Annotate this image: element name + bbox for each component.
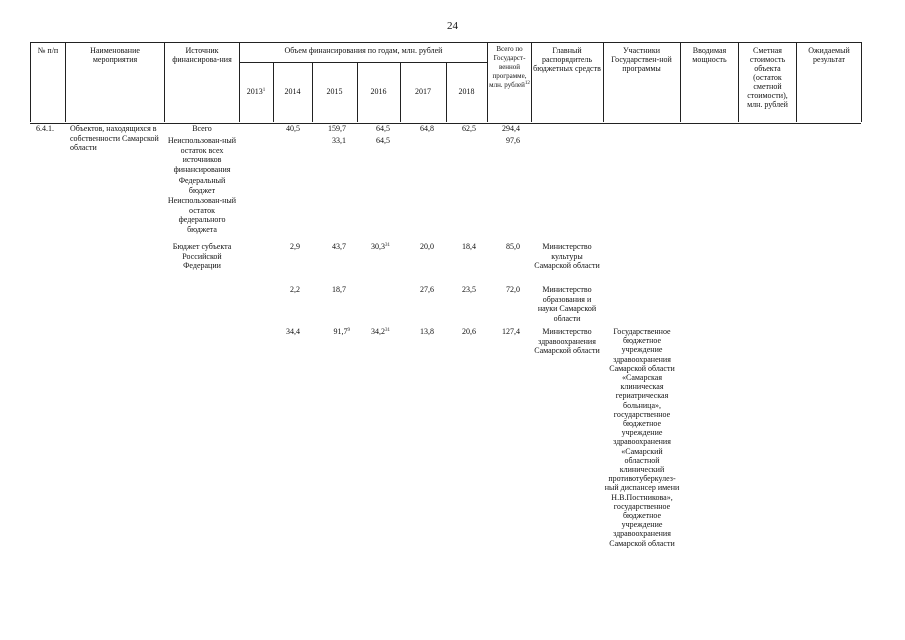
row-name: Объектов, находящихся в собственности Самарской области [70, 124, 159, 153]
header-funding: Объем финансирования по годам, млн. рублей [284, 46, 443, 55]
header-cost: Сметная стоимость объекта (остаток сметной стоимости), млн. рублей [747, 46, 788, 109]
rule [65, 42, 66, 122]
manager-health: Министерство здравоохранения Самарской области [534, 327, 600, 356]
cell-2016: 34,2$^{31}$ [371, 327, 390, 336]
rule [531, 42, 532, 122]
cell-2016: 64,5 [376, 136, 390, 145]
cell-2017: 20,0 [420, 242, 434, 251]
rule [603, 42, 604, 122]
participants-health: Государственное бюджетное учреждение здравоохранения Самарской области «Самарская клиническая гериатрическая больница», государственное бюджетное учреждение здравоохранения «Самарский областной клинический противотуберкулез-ный диспансер имени Н.В.Постникова», государственное бюджетное учреждение здравоохранения Самарской области [604, 327, 680, 548]
cell-2015: 43,7 [332, 242, 346, 251]
rule [164, 42, 165, 122]
header-year-2018: 2018 [458, 87, 475, 96]
rule [738, 42, 739, 122]
cell-total: 85,0 [506, 242, 520, 251]
cell-2015: 18,7 [332, 285, 346, 294]
header-participants: Участники Государствен-ной программы [611, 46, 672, 73]
source-unused-federal: Неиспользован-ный остаток федерального бюджета [167, 196, 237, 234]
source-total: Всего [192, 124, 212, 133]
cell-2014: 2,2 [290, 285, 300, 294]
header-source: Источник финансирова-ния [172, 46, 232, 64]
page-number: 24 [447, 20, 458, 32]
header-capacity: Вводимая мощность [692, 46, 727, 64]
cell-2014: 34,4 [286, 327, 300, 336]
rule [861, 42, 862, 122]
cell-2017: 13,8 [420, 327, 434, 336]
cell-2018: 62,5 [462, 124, 476, 133]
header-year-2013: 2013$^1$ [246, 87, 266, 96]
header-num: № п/п [37, 46, 59, 55]
source-unused-all: Неиспользован-ный остаток всех источников финансирования [167, 136, 237, 174]
cell-2015: 159,7 [328, 124, 346, 133]
source-federal: Федеральный бюджет [178, 176, 226, 195]
header-year-2014: 2014 [284, 87, 301, 96]
header-name: Наименование мероприятия [90, 46, 140, 64]
cell-2015: 33,1 [332, 136, 346, 145]
cell-2014: 2,9 [290, 242, 300, 251]
row-number: 6.4.1. [36, 124, 54, 133]
manager-culture: Министерство культуры Самарской области [534, 242, 600, 271]
cell-2018: 20,6 [462, 327, 476, 336]
cell-2014: 40,5 [286, 124, 300, 133]
cell-total: 72,0 [506, 285, 520, 294]
header-manager: Главный распорядитель бюджетных средств [533, 46, 601, 73]
cell-2015: 91,7$^9$ [333, 327, 350, 336]
cell-2017: 27,6 [420, 285, 434, 294]
rule [239, 62, 487, 63]
cell-2017: 64,8 [420, 124, 434, 133]
cell-2016: 64,5 [376, 124, 390, 133]
cell-2016: 30,3$^{31}$ [371, 242, 390, 251]
header-year-2017: 2017 [415, 87, 431, 96]
cell-2018: 18,4 [462, 242, 476, 251]
header-result: Ожидаемый результат [808, 46, 850, 64]
cell-total: 127,4 [502, 327, 520, 336]
header-total: Всего по Государст-венной программе, млн. рублей$^{12}$ [489, 45, 530, 89]
header-year-2016: 2016 [370, 87, 387, 96]
source-regional: Бюджет субъекта Российской Федерации [172, 242, 232, 271]
manager-education: Министерство образования и науки Самарской области [537, 285, 597, 323]
cell-total: 294,4 [502, 124, 520, 133]
cell-2018: 23,5 [462, 285, 476, 294]
cell-total: 97,6 [506, 136, 520, 145]
header-year-2015: 2015 [326, 87, 343, 96]
